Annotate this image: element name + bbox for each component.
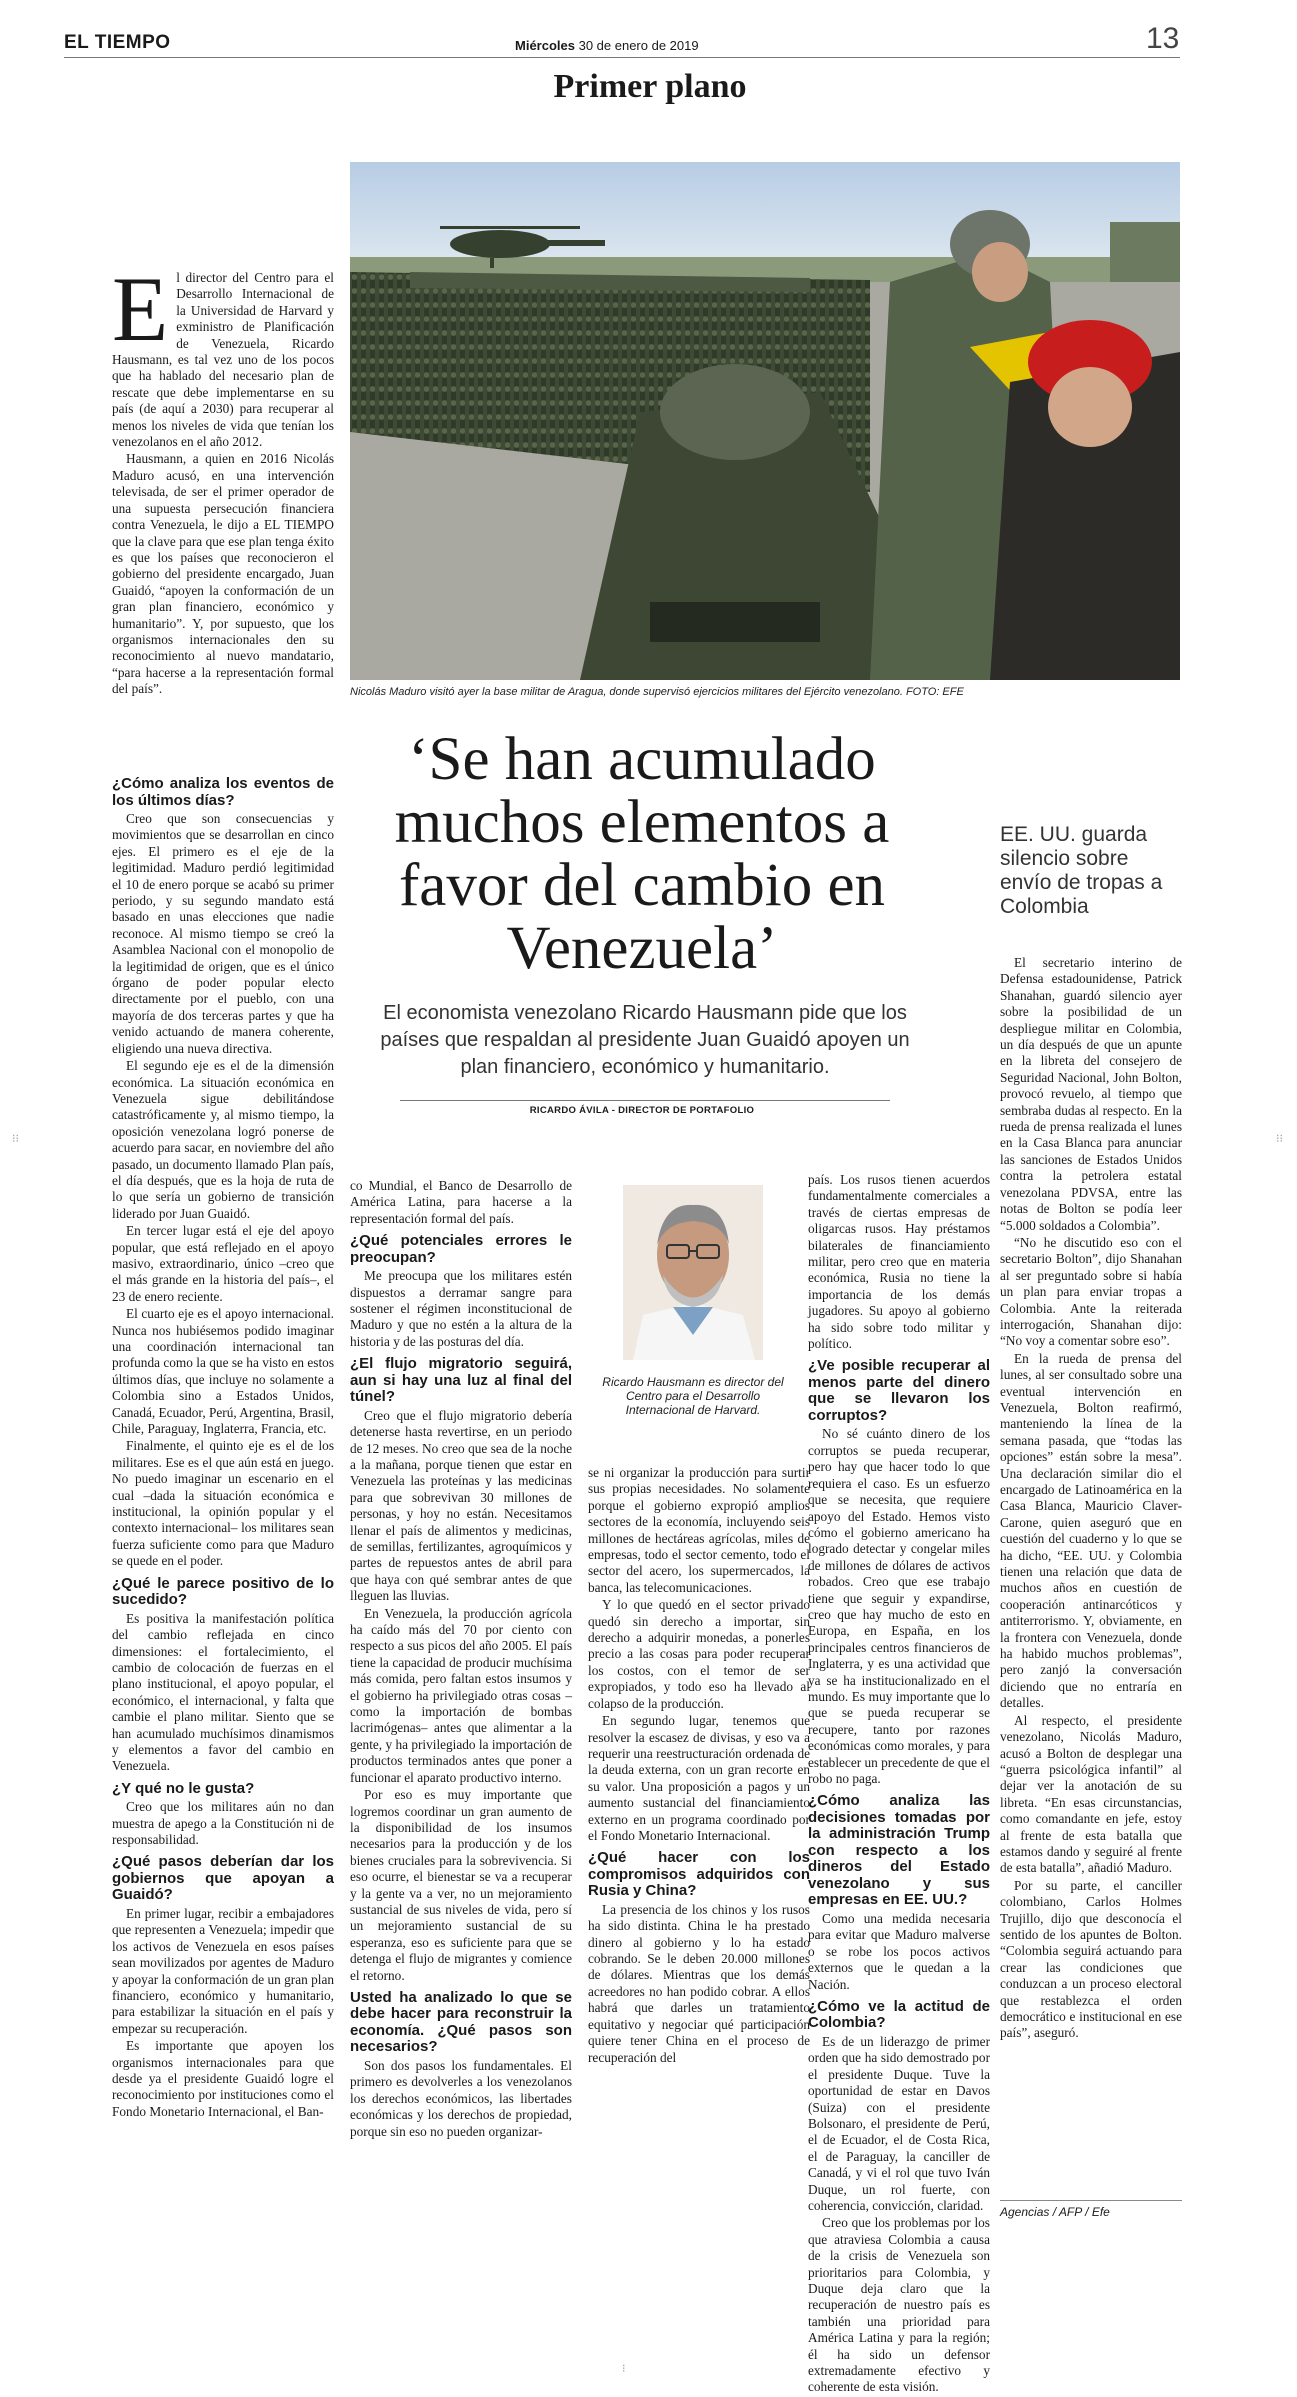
date-day: Miércoles <box>515 38 575 53</box>
article-intro <box>112 258 334 699</box>
interview-answer: Creo que el flujo migratorio debería detenerse hasta revertirse, en un periodo de 12 meses. No creo que sea de la noche a la mañana, porque tienen que estar en Venezuela las proteínas y las medicinas para que sobrevivan 30 millones de personas, y hoy no están. Necesitamos llenar el país de alimentos y medicinas, de semillas, fertilizantes, agroquímicos y partes de repuestos antes de abril para que haya con qué sembrar antes de que lleguen las lluvias. <box>350 1407 572 1604</box>
interview-answer: El cuarto eje es el apoyo internacional. Nunca nos hubiésemos podido imaginar una coordinación internacional tan profunda como la que se ha visto en estos últimos días, que incluye no solamente a Colombia sino a Estados Unidos, Canadá, Ecuador, Perú, Argentina, Brasil, Chile, Paraguay, Inglaterra, Francia, etc. <box>112 1306 334 1437</box>
interview-answer: Me preocupa que los militares estén dispuestos a derramar sangre para sostener el régimen inconstitucional de Maduro y que no estén a la altura de la historia y de las posturas del día. <box>350 1268 572 1349</box>
interview-answer: Creo que los problemas por los que atraviesa Colombia a causa de la crisis de Venezuela son prioritarios para Colombia, y Duque deja claro que la recuperación de nuestro país es también una prioridad para América Latina y para la región; él ha sido un defensor extremadamente efectivo y coherente de esta visión. <box>808 2215 990 2395</box>
article-column-3 <box>588 1465 810 2067</box>
drop-cap: E <box>112 258 169 360</box>
interview-question: ¿Qué hacer con los compromisos adquiridos con Rusia y China? <box>588 1849 810 1900</box>
newspaper-brand: EL TIEMPO <box>64 32 171 53</box>
registration-mark: ⁝⁝ <box>12 1133 19 1145</box>
article-column-2 <box>350 1178 572 2141</box>
sidebar-paragraph: Al respecto, el presidente venezolano, Nicolás Maduro, acusó a Bolton de desplegar una “guerra psicológica infantil” al dejar ver la anotación de su libreta. “En esas circunstancias, como comandante en jefe, estoy al frente de esta batalla que estamos dando y seguiré al frente de esta batalla”, añadió Maduro. <box>1000 1712 1182 1876</box>
intro-paragraph: l director del Centro para el Desarrollo Internacional de la Universidad de Harvard y exministro de Planificación de Venezuela, Ricardo Hausmann, es tal vez uno de los pocos que ha hablado del necesario plan de rescate que debe implementarse en su país (de aquí a 2030) para recuperar al menos los niveles de vida que tenían los venezolanos en el año 2012. <box>112 270 334 450</box>
registration-mark: ⁝ <box>622 2363 626 2375</box>
interview-answer: Y lo que quedó en el sector privado quedó sin derecho a importar, sin derecho a adquirir monedas, a ponerles precio a las cosas para poder recuperar los costos, con el temor de ser expropiados, y todo eso ha llevado al colapso de la producción. <box>588 1597 810 1711</box>
interview-answer: Creo que son consecuencias y movimientos que se desarrollan en cinco ejes. El primero es el eje de la legitimidad. Maduro perdió legitimidad el 10 de enero porque se acabó su primer periodo, y su segundo mandato está basado en unas elecciones que nadie reconoce. Al mismo tiempo se creó la Asamblea Nacional con el monopolio de la legitimidad de origen, que es el único órgano de poder popular electo directamente por el pueblo, con una mayoría de dos terceras partes y que ha venido actuando de manera coherente, eligiendo una nueva directiva. <box>112 811 334 1056</box>
portrait-photo <box>623 1185 763 1360</box>
intro-paragraph: Hausmann, a quien en 2016 Nicolás Maduro acusó, en una intervención televisada, de ser el primer operador de una supuesta persecución financiera contra Venezuela, le dijo a EL TIEMPO que la clave para que ese plan tenga éxito es que los países que reconocieron el gobierno del presidente encargado, Juan Guaidó, “apoyen la conformación de un gran plan financiero, económico y humanitario”. Y, por supuesto, que los organismos internacionales den su reconocimiento al nuevo mandatario, “para hacerse a la representación formal del país”. <box>112 451 334 697</box>
interview-answer: co Mundial, el Banco de Desarrollo de América Latina, para hacerse a la representación formal del país. <box>350 1178 572 1226</box>
section-title: Primer plano <box>553 68 747 105</box>
registration-mark: ⁝⁝ <box>1276 1133 1283 1145</box>
issue-date <box>515 38 699 53</box>
interview-question: ¿Qué pasos deberían dar los gobiernos que apoyan a Guaidó? <box>112 1853 334 1904</box>
sidebar-paragraph: “No he discutido eso con el secretario Bolton”, dijo Shanahan al ser preguntado sobre si había un plan para enviar tropas a Colombia. Ante la reiterada interrogación, Shanahan dijo: “No voy a comentar sobre eso”. <box>1000 1234 1182 1349</box>
interview-answer: Por eso es muy importante que logremos coordinar un gran aumento de la disponibilidad de los insumos necesarios para la producción y de los bienes cruciales para la sobrevivencia. Si eso ocurre, el bienestar se va a recuperar y la gente va a ver, no un mejoramiento sustancial de sus niveles de vida, pero sí un mejoramiento sustancial de su esperanza, eso es suficiente para que se detenga el flujo de migrantes y comience el retorno. <box>350 1787 572 1983</box>
deck-subtitle: El economista venezolano Ricardo Hausmann pide que los países que respaldan al presidente Juan Guaidó apoyen un plan financiero, económico y humanitario. <box>380 1002 910 1078</box>
interview-question: ¿Y qué no le gusta? <box>112 1779 255 1797</box>
interview-question: ¿Ve posible recuperar al menos parte del dinero que se llevaron los corruptos? <box>808 1357 990 1424</box>
military-parade-photo <box>350 162 1180 680</box>
interview-answer: Es de un liderazgo de primer orden que ha sido demostrado por el presidente Duque. Tuve la oportunidad de estar en Davos (Suiza) con el presidente Bolsonaro, el presidente de Perú, el de Ecuador, el de Costa Rica, el de Paraguay, la canciller de Canadá, y vi el rol que tuvo Iván Duque, un rol fuerte, con coherencia, convicción, claridad. <box>808 2033 990 2213</box>
interview-answer: Son dos pasos los fundamentales. El primero es devolverles a los venezolanos los derechos económicos, las libertades económicas y los derechos de propiedad, porque sin eso no pueden organizar- <box>350 2057 572 2139</box>
headline: ‘Se han acumulado muchos elementos a favor del cambio en Venezuela’ <box>394 726 890 982</box>
interview-answer: En Venezuela, la producción agrícola ha caído más del 70 por ciento con respecto a sus picos del año 2005. El país tiene la capacidad de producir muchísima más comida, pero faltan estos insumos y el gobierno ha privilegiado otras cosas –como la importación de bombas lacrimógenas– antes que alimentar a la gente, y ha privilegiado la importación de productos terminados antes que poner a funcionar el aparato productivo interno. <box>350 1605 572 1785</box>
interview-answer: se ni organizar la producción para surtir sus propias necesidades. No solamente porque el gobierno expropió amplios sectores de la economía, incluyendo seis millones de hectáreas agrícolas, miles de empresas, todo el sector cemento, todo el sector del acero, los supermercados, la banca, las telecomunicaciones. <box>588 1465 810 1595</box>
interview-question: ¿Qué le parece positivo de lo sucedido? <box>112 1574 334 1609</box>
sidebar-story <box>1000 955 1182 2043</box>
interview-question: ¿Qué potenciales errores le preocupan? <box>350 1232 572 1266</box>
interview-answer: La presencia de los chinos y los rusos ha sido distinta. China le ha prestado dinero al gobierno y lo ha estado cobrando. Se le deben 20.000 millones de dólares. Mientras que los demás acreedores no han podido cobrar. A ellos habrá que darles un tratamiento equitativo y negociar qué participación quiere tener China en el proceso de recuperación del <box>588 1901 810 2065</box>
interview-question: Usted ha analizado lo que se debe hacer para reconstruir la economía. ¿Qué pasos son necesarios? <box>350 1988 572 2056</box>
interview-answer: El segundo eje es el de la dimensión económica. La situación económica en Venezuela sigue debilitándose catastróficamente y, al mismo tiempo, la oposición venezolana logró ponerse de acuerdo para sacar, en noviembre del año pasado, un documento llamado Plan país, el día después, que es la hoja de ruta de lo que sería un gobierno de transición liderado por Juan Guaidó. <box>112 1058 334 1221</box>
interview-question: ¿Cómo analiza las decisiones tomadas por la administración Trump con respecto a los dineros del Estado venezolano y sus empresas en EE. UU.? <box>808 1792 990 1909</box>
sidebar-paragraph: Por su parte, el canciller colombiano, Carlos Holmes Trujillo, dijo que desconocía el sentido de los apuntes de Bolton. “Colombia seguirá actuando para crear las condiciones que conduzcan a un proceso electoral que restablezca el orden democrático e institucional en ese país”, aseguró. <box>1000 1877 1182 2041</box>
interview-answer: Como una medida necesaria para evitar que Maduro malverse o se robe los pocos activos externos que le quedan a la Nación. <box>808 1910 990 1992</box>
credit-rule <box>1000 2200 1182 2201</box>
byline-rule <box>400 1100 890 1101</box>
interview-answer: Creo que los militares aún no dan muestra de apego a la Constitución ni de responsabilidad. <box>112 1799 334 1848</box>
interview-answer: No sé cuánto dinero de los corruptos se pueda recuperar, pero hay que hacer todo lo que requiera el caso. Es un esfuerzo que se necesita, que requiere apoyo del Estado. Hemos visto cómo el gobierno americano ha logrado detectar y congelar miles de millones de dólares de activos robados. Creo que ese trabajo tiene que seguir y expandirse, creo que hay mucho de esto en Europa, en España, en los principales centros financieros de Inglaterra, y es una actividad que ya se ha institucionalizado en el mundo. Es muy importante que lo que se pueda recuperar se recupere, tanto por razones económicas como morales, y para establecer un precedente de que el robo no paga. <box>808 1426 990 1786</box>
sidebar-title: EE. UU. guarda silencio sobre envío de tropas a Colombia <box>1000 823 1163 918</box>
interview-answer: Es positiva la manifestación política del cambio reflejada en cinco dimensiones: el fortalecimiento, el cambio de colocación de fuerzas en el plano institucional, el apoyo popular, el económico, el internacional, y falta que cambie el plano militar. Siento que se han acumulado muchísimos dinamismos y elementos a favor del cambio en Venezuela. <box>112 1610 334 1774</box>
sidebar-paragraph: En la rueda de prensa del lunes, al ser consultado sobre una eventual intervención en Venezuela, Bolton reafirmó, manteniendo la línea de la semana pasada, que “todas las opciones” están sobre la mesa”. Una declaración similar dio el encargado de Latinoamérica en la Casa Blanca, Mauricio Claver-Carone, quien aseguró que en cuestión del cuaderno y lo que se ha dicho, “EE. UU. y Colombia tienen una relación que data de muchos años en cuestión de cooperación antinarcóticos y antiterrorismo. Y, obviamente, en la frontera con Venezuela, donde ha habido muchos problemas”, pero zanjó la conversación diciendo que no entraría en detalles. <box>1000 1350 1182 1711</box>
interview-answer: país. Los rusos tienen acuerdos fundamentalmente comerciales a través de ciertas empresas de oligarcas rusos. Hay préstamos bilaterales de financiamiento militar, pero creo que en materia económica, Rusia no tiene la importancia de los demás jugadores. Su apoyo al gobierno ha sido sobre todo militar y político. <box>808 1172 990 1352</box>
interview-answer: Finalmente, el quinto eje es el de los militares. Ese es el que aún está en juego. No puedo imaginar un escenario en el cual –dada la situación económica e institucional, la opinión popular y el contexto internacional– los militares sean fuerza suficiente como para que Maduro se quede en el poder. <box>112 1438 334 1569</box>
interview-answer: En primer lugar, recibir a embajadores que representen a Venezuela; impedir que los activos de Venezuela en esos países sean movilizados por agentes de Maduro y apoyar la conformación de un gran plan financiero, económico y humanitario, para estabilizar la situación en el país y empezar su recuperación. <box>112 1905 334 2036</box>
sidebar-paragraph: El secretario interino de Defensa estadounidense, Patrick Shanahan, guardó silencio ayer sobre la posibilidad de un despliegue militar en Colombia, un día después de que un apunte en la libreta del consejero de Seguridad Nacional, John Bolton, provocó revuelo, al tiempo que sembraba dudas al respecto. En la rueda de prensa realizada el lunes en la Casa Blanca para anunciar las sanciones de Estados Unidos contra la petrolera estatal venezolana PDVSA, entre las notas de Bolton se podía leer “5.000 soldados a Colombia”. <box>1000 955 1182 1233</box>
article-column-1 <box>112 770 334 2121</box>
interview-answer: Es importante que apoyen los organismos internacionales para que desde ya el presidente Guaidó logre el reconocimiento por instituciones como el Fondo Monetario Internacional, el Ban- <box>112 2038 334 2119</box>
main-photo <box>350 162 1180 680</box>
interview-question: ¿El flujo migratorio seguirá, aun si hay una luz al final del túnel? <box>350 1355 572 1406</box>
page-number: 13 <box>1146 22 1180 55</box>
interview-answer: En segundo lugar, tenemos que resolver la escasez de divisas, y eso va a requerir una reestructuración ordenada de la deuda externa, con un gran recorte en su valor. Una proposición a pagos y un aumento sustancial del financiamiento externo en un programa coordinado por el Fondo Monetario Internacional. <box>588 1713 810 1843</box>
date-rest: 30 de enero de 2019 <box>574 38 699 53</box>
hausmann-portrait <box>623 1185 763 1360</box>
portrait-caption: Ricardo Hausmann es director del Centro para el Desarrollo Internacional de Harvard. <box>602 1375 784 1417</box>
interview-question: ¿Cómo analiza los eventos de los últimos días? <box>112 775 334 809</box>
byline: RICARDO ÁVILA - DIRECTOR DE PORTAFOLIO <box>529 1105 755 1116</box>
interview-question: ¿Cómo ve la actitud de Colombia? <box>808 1997 990 2032</box>
masthead-rule <box>64 57 1180 58</box>
interview-answer: En tercer lugar está el eje del apoyo popular, que está reflejado en el apoyo masivo, extraordinario, único –creo que el más grande en la historia del país–, el 23 de enero reciente. <box>112 1223 334 1304</box>
sidebar-credit: Agencias / AFP / Efe <box>1000 2205 1110 2219</box>
article-column-4 <box>808 1172 990 2397</box>
photo-caption: Nicolás Maduro visitó ayer la base militar de Aragua, donde supervisó ejercicios militares del Ejército venezolano. FOTO: EFE <box>350 686 964 698</box>
